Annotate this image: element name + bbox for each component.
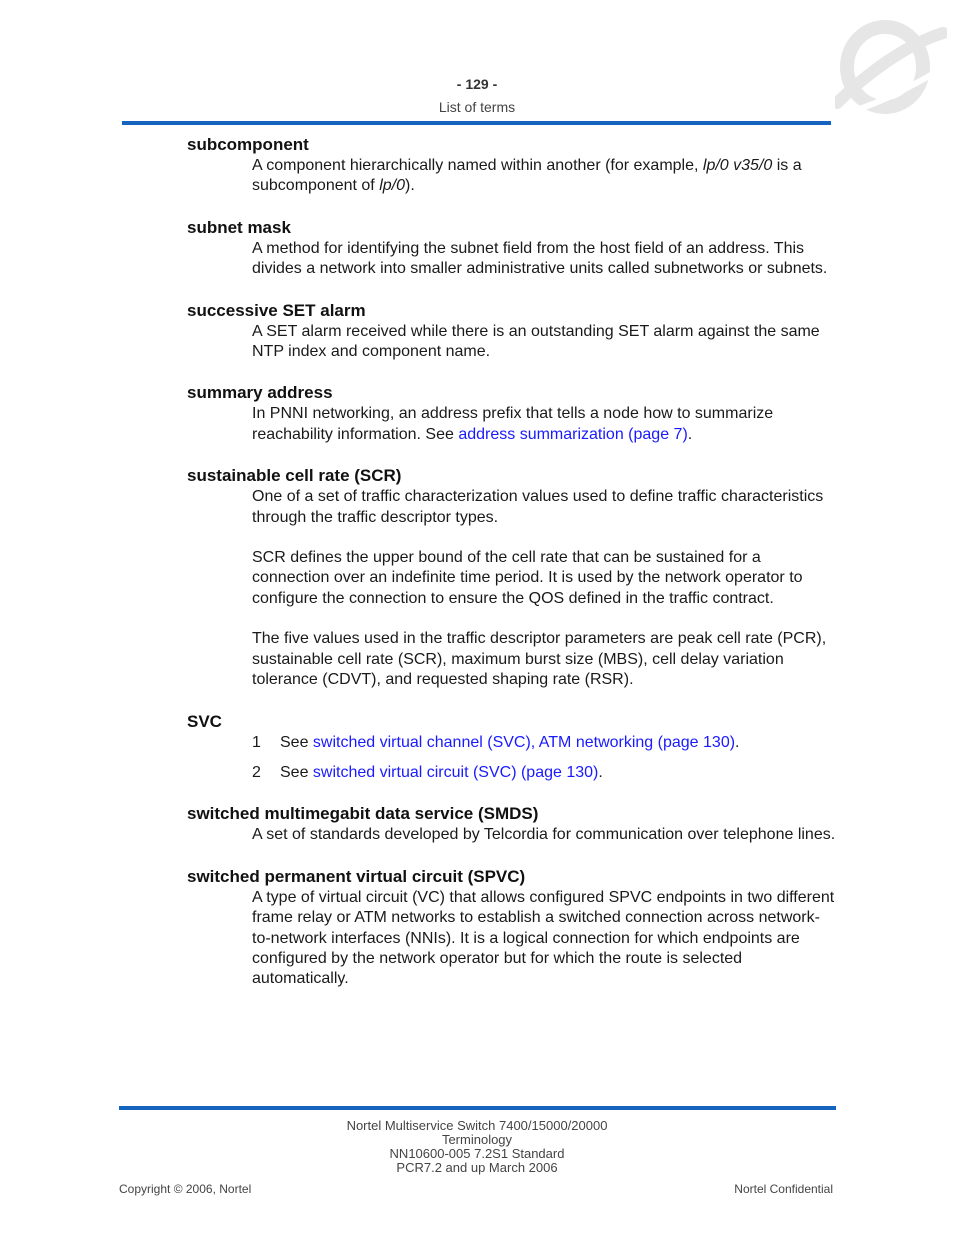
definition-paragraph — [252, 404, 837, 445]
text-run: SCR defines the upper bound of the cell rate that can be sustained for a connection over an indefinite time period. It is used by the network operator to configure the connection to ensure the QOS defined in the traffic contract. — [252, 549, 803, 607]
text-run: A method for identifying the subnet field from the host field of an address. This divides a network into smaller administrative units called subnetworks or subnets. — [252, 239, 828, 278]
italic-text: lp/0 v35/0 — [702, 157, 773, 174]
definition-paragraph — [252, 322, 837, 363]
section-title: List of terms — [438, 99, 516, 115]
footer-divider — [119, 1106, 836, 1110]
footer-confidential: Nortel Confidential — [734, 1182, 833, 1196]
text-run: A SET alarm received while there is an outstanding SET alarm against the same NTP index and component name. — [252, 322, 820, 361]
term-definition — [252, 487, 837, 690]
footer-release-date: PCR7.2 and up March 2006 — [396, 1160, 558, 1175]
glossary-entry — [187, 803, 837, 845]
term-definition — [252, 322, 837, 363]
term-definition — [252, 733, 837, 784]
term-definition — [252, 888, 837, 990]
term-heading: summary address — [187, 383, 333, 403]
definition-paragraph — [252, 487, 837, 528]
term-definition — [252, 404, 837, 445]
term-definition — [252, 825, 837, 845]
footer-copyright: Copyright © 2006, Nortel — [119, 1182, 252, 1196]
glossary-entry — [187, 382, 837, 445]
definition-paragraph — [252, 629, 837, 690]
item-number: 2 — [252, 763, 261, 781]
glossary-entry — [187, 217, 837, 280]
definition-paragraph — [252, 888, 837, 990]
footer-doc-number: NN10600-005 7.2S1 Standard — [389, 1146, 565, 1161]
text-run: is a subcomponent of — [252, 157, 802, 195]
text-run: ). — [405, 177, 415, 195]
term-definition — [252, 156, 837, 197]
term-heading: SVC — [187, 711, 222, 731]
definition-paragraph — [252, 156, 837, 197]
text-run: One of a set of traffic characterization values used to define traffic characteristics through the traffic descriptor types. — [252, 488, 824, 526]
term-heading: subcomponent — [187, 135, 309, 154]
numbered-item — [252, 763, 837, 783]
term-heading: sustainable cell rate (SCR) — [187, 466, 402, 486]
page-number: - 129 - — [456, 76, 498, 92]
footer-doc-title: Terminology — [441, 1132, 513, 1147]
item-text — [280, 733, 740, 753]
cross-reference-link[interactable]: switched virtual channel (SVC), ATM networking (page 130) — [312, 733, 736, 751]
text-run: A component hierarchically named within another (for example, — [252, 157, 703, 174]
term-heading: switched permanent virtual circuit (SPVC) — [187, 866, 526, 886]
term-heading: successive SET alarm — [187, 300, 366, 320]
cross-reference-link[interactable]: switched virtual circuit (SVC) (page 130) — [312, 763, 599, 781]
text-run: A set of standards developed by Telcordia for communication over telephone lines. — [252, 826, 836, 844]
text-run: The five values used in the traffic descriptor parameters are peak cell rate (PCR), sustainable cell rate (SCR), maximum burst size (MBS), cell delay variation tolerance (CDVT), and requested shaping rate (RSR). — [252, 630, 827, 689]
header-divider — [122, 121, 831, 125]
item-number: 1 — [252, 733, 261, 751]
glossary-entry — [187, 866, 837, 990]
glossary-entry — [187, 300, 837, 363]
term-definition — [252, 239, 837, 280]
definition-paragraph — [252, 239, 837, 280]
term-heading: switched multimegabit data service (SMDS) — [187, 804, 539, 824]
text-run: In PNNI networking, an address prefix that tells a node how to summarize reachability information. See — [252, 405, 774, 443]
footer-document-info — [0, 1119, 954, 1175]
numbered-item — [252, 733, 837, 753]
glossary-entry — [187, 711, 837, 784]
footer-product: Nortel Multiservice Switch 7400/15000/20000 — [346, 1118, 608, 1133]
text-run: . — [598, 763, 603, 781]
text-run: . — [687, 425, 693, 443]
text-run: . — [735, 733, 740, 751]
italic-text: lp/0 — [379, 177, 405, 195]
definition-paragraph — [252, 548, 837, 609]
text-run: See — [280, 733, 313, 751]
item-text — [280, 763, 603, 783]
text-run: A type of virtual circuit (VC) that allows configured SPVC endpoints in two different frame relay or ATM networks to establish a switched connection across network-to-network interfaces (NNIs). It is a logical connection for which endpoints are configured by the network operator but for which the route is selected automatically. — [252, 888, 835, 988]
glossary-entry — [187, 465, 837, 690]
glossary-entries — [187, 134, 837, 1010]
glossary-entry — [187, 134, 837, 197]
definition-paragraph — [252, 825, 837, 845]
cross-reference-link[interactable]: address summarization (page 7) — [458, 425, 688, 443]
term-heading: subnet mask — [187, 217, 291, 237]
text-run: See — [280, 763, 313, 781]
